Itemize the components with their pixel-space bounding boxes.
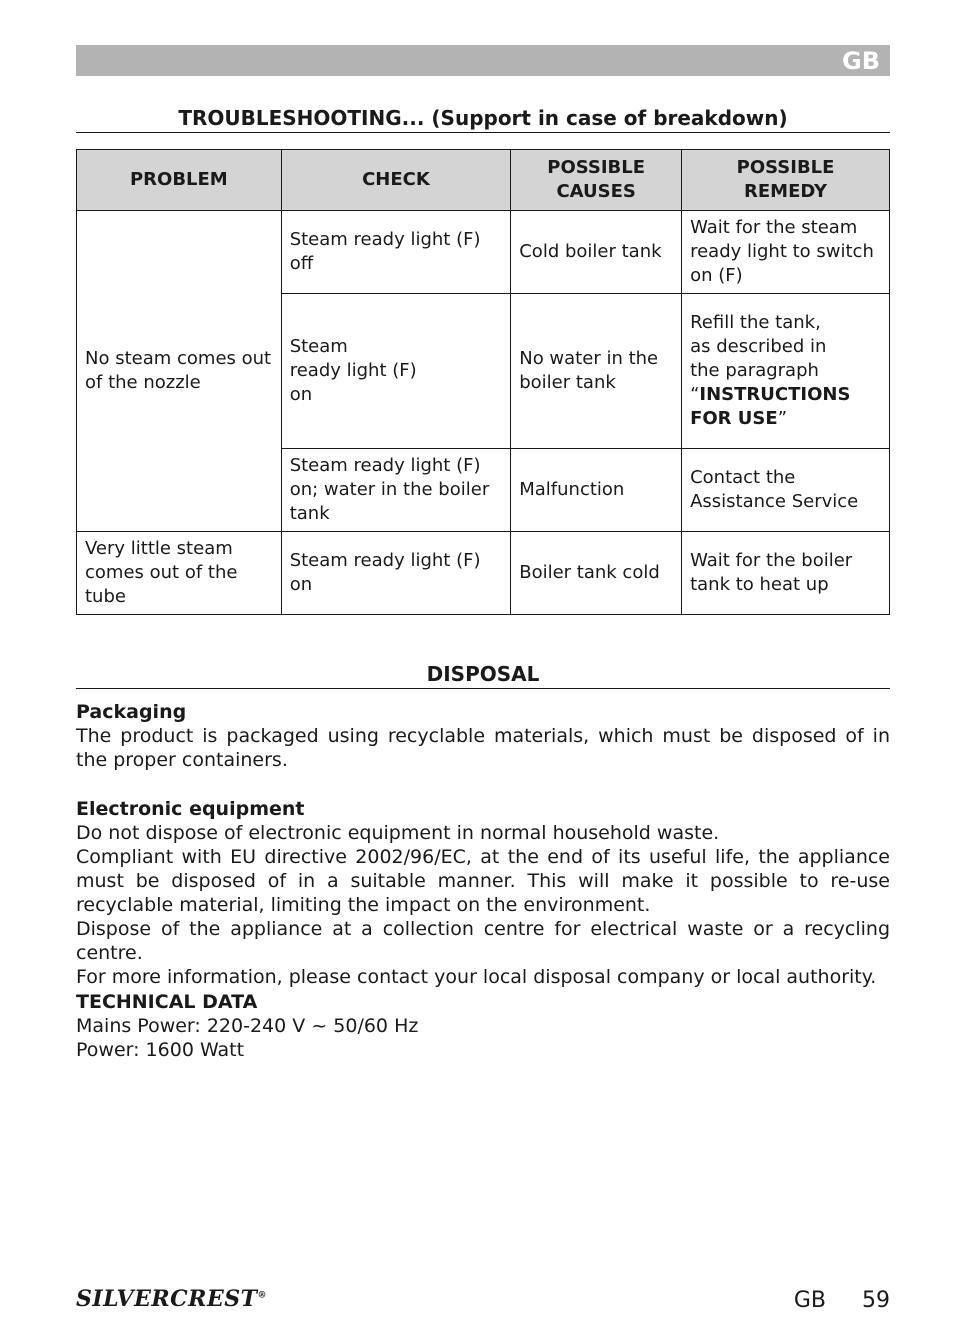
electronic-heading: Electronic equipment	[76, 798, 305, 820]
problem-cell: No steam comes out of the nozzle	[77, 211, 282, 532]
technical-data-section	[76, 990, 890, 1062]
electronic-paragraph: Compliant with EU directive 2002/96/EC, at the end of its useful life, the appliance must be disposed of in a suitable manner. This will make it possible to re-use recyclable material, limiting the impact on the environment.	[76, 846, 890, 916]
col-header-check: CHECK	[281, 150, 511, 211]
cause-cell: Malfunction	[511, 449, 682, 532]
page-number: 59	[862, 1288, 890, 1313]
check-cell: Steam ready light (F) on; water in the boiler tank	[281, 449, 511, 532]
troubleshooting-title: TROUBLESHOOTING... (Support in case of breakdown)	[76, 106, 890, 133]
technical-data-heading: TECHNICAL DATA	[76, 991, 258, 1013]
disposal-title: DISPOSAL	[76, 662, 890, 689]
electronic-paragraph: Do not dispose of electronic equipment in normal household waste.	[76, 822, 720, 844]
remedy-cell: Wait for the steam ready light to switch on (F)	[682, 211, 890, 294]
problem-cell: Very little steam comes out of the tube	[77, 532, 282, 615]
col-header-causes: POSSIBLE CAUSES	[511, 150, 682, 211]
brand-logo	[76, 1286, 267, 1312]
remedy-cell: Wait for the boiler tank to heat up	[682, 532, 890, 615]
power-rating: Power: 1600 Watt	[76, 1039, 245, 1061]
remedy-quote-close: ”	[777, 408, 788, 429]
col-header-problem: PROBLEM	[77, 150, 282, 211]
col-header-remedy: POSSIBLE REMEDY	[682, 150, 890, 211]
electronic-paragraph: Dispose of the appliance at a collection centre for electrical waste or a recycling centre.	[76, 918, 890, 964]
cause-cell: Boiler tank cold	[511, 532, 682, 615]
packaging-section	[76, 700, 890, 772]
table-header-row	[77, 150, 890, 211]
troubleshooting-table	[76, 149, 890, 615]
table-row	[77, 211, 890, 294]
remedy-text: Refill the tank, as described in the paragraph “	[690, 312, 827, 405]
brand-name: SILVERCREST	[76, 1286, 258, 1312]
electronic-paragraph: For more information, please contact your local disposal company or local authority.	[76, 966, 877, 988]
packaging-heading: Packaging	[76, 701, 187, 723]
packaging-text: The product is packaged using recyclable materials, which must be disposed of in the proper containers.	[76, 725, 890, 771]
check-cell: Steam ready light (F) off	[281, 211, 511, 294]
table-row	[77, 532, 890, 615]
remedy-reference: INSTRUCTIONS FOR USE	[690, 384, 851, 429]
remedy-cell: Contact the Assistance Service	[682, 449, 890, 532]
header-bar	[76, 45, 890, 76]
language-tab: GB	[842, 47, 880, 75]
electronic-section	[76, 797, 890, 989]
check-cell: Steam ready light (F) on	[281, 294, 511, 449]
registered-mark: ®	[257, 1290, 267, 1301]
footer-language: GB	[793, 1288, 826, 1313]
cause-cell: Cold boiler tank	[511, 211, 682, 294]
page-info	[758, 1288, 890, 1313]
cause-cell: No water in the boiler tank	[511, 294, 682, 449]
remedy-cell	[682, 294, 890, 449]
mains-power: Mains Power: 220-240 V ~ 50/60 Hz	[76, 1015, 419, 1037]
check-cell: Steam ready light (F) on	[281, 532, 511, 615]
